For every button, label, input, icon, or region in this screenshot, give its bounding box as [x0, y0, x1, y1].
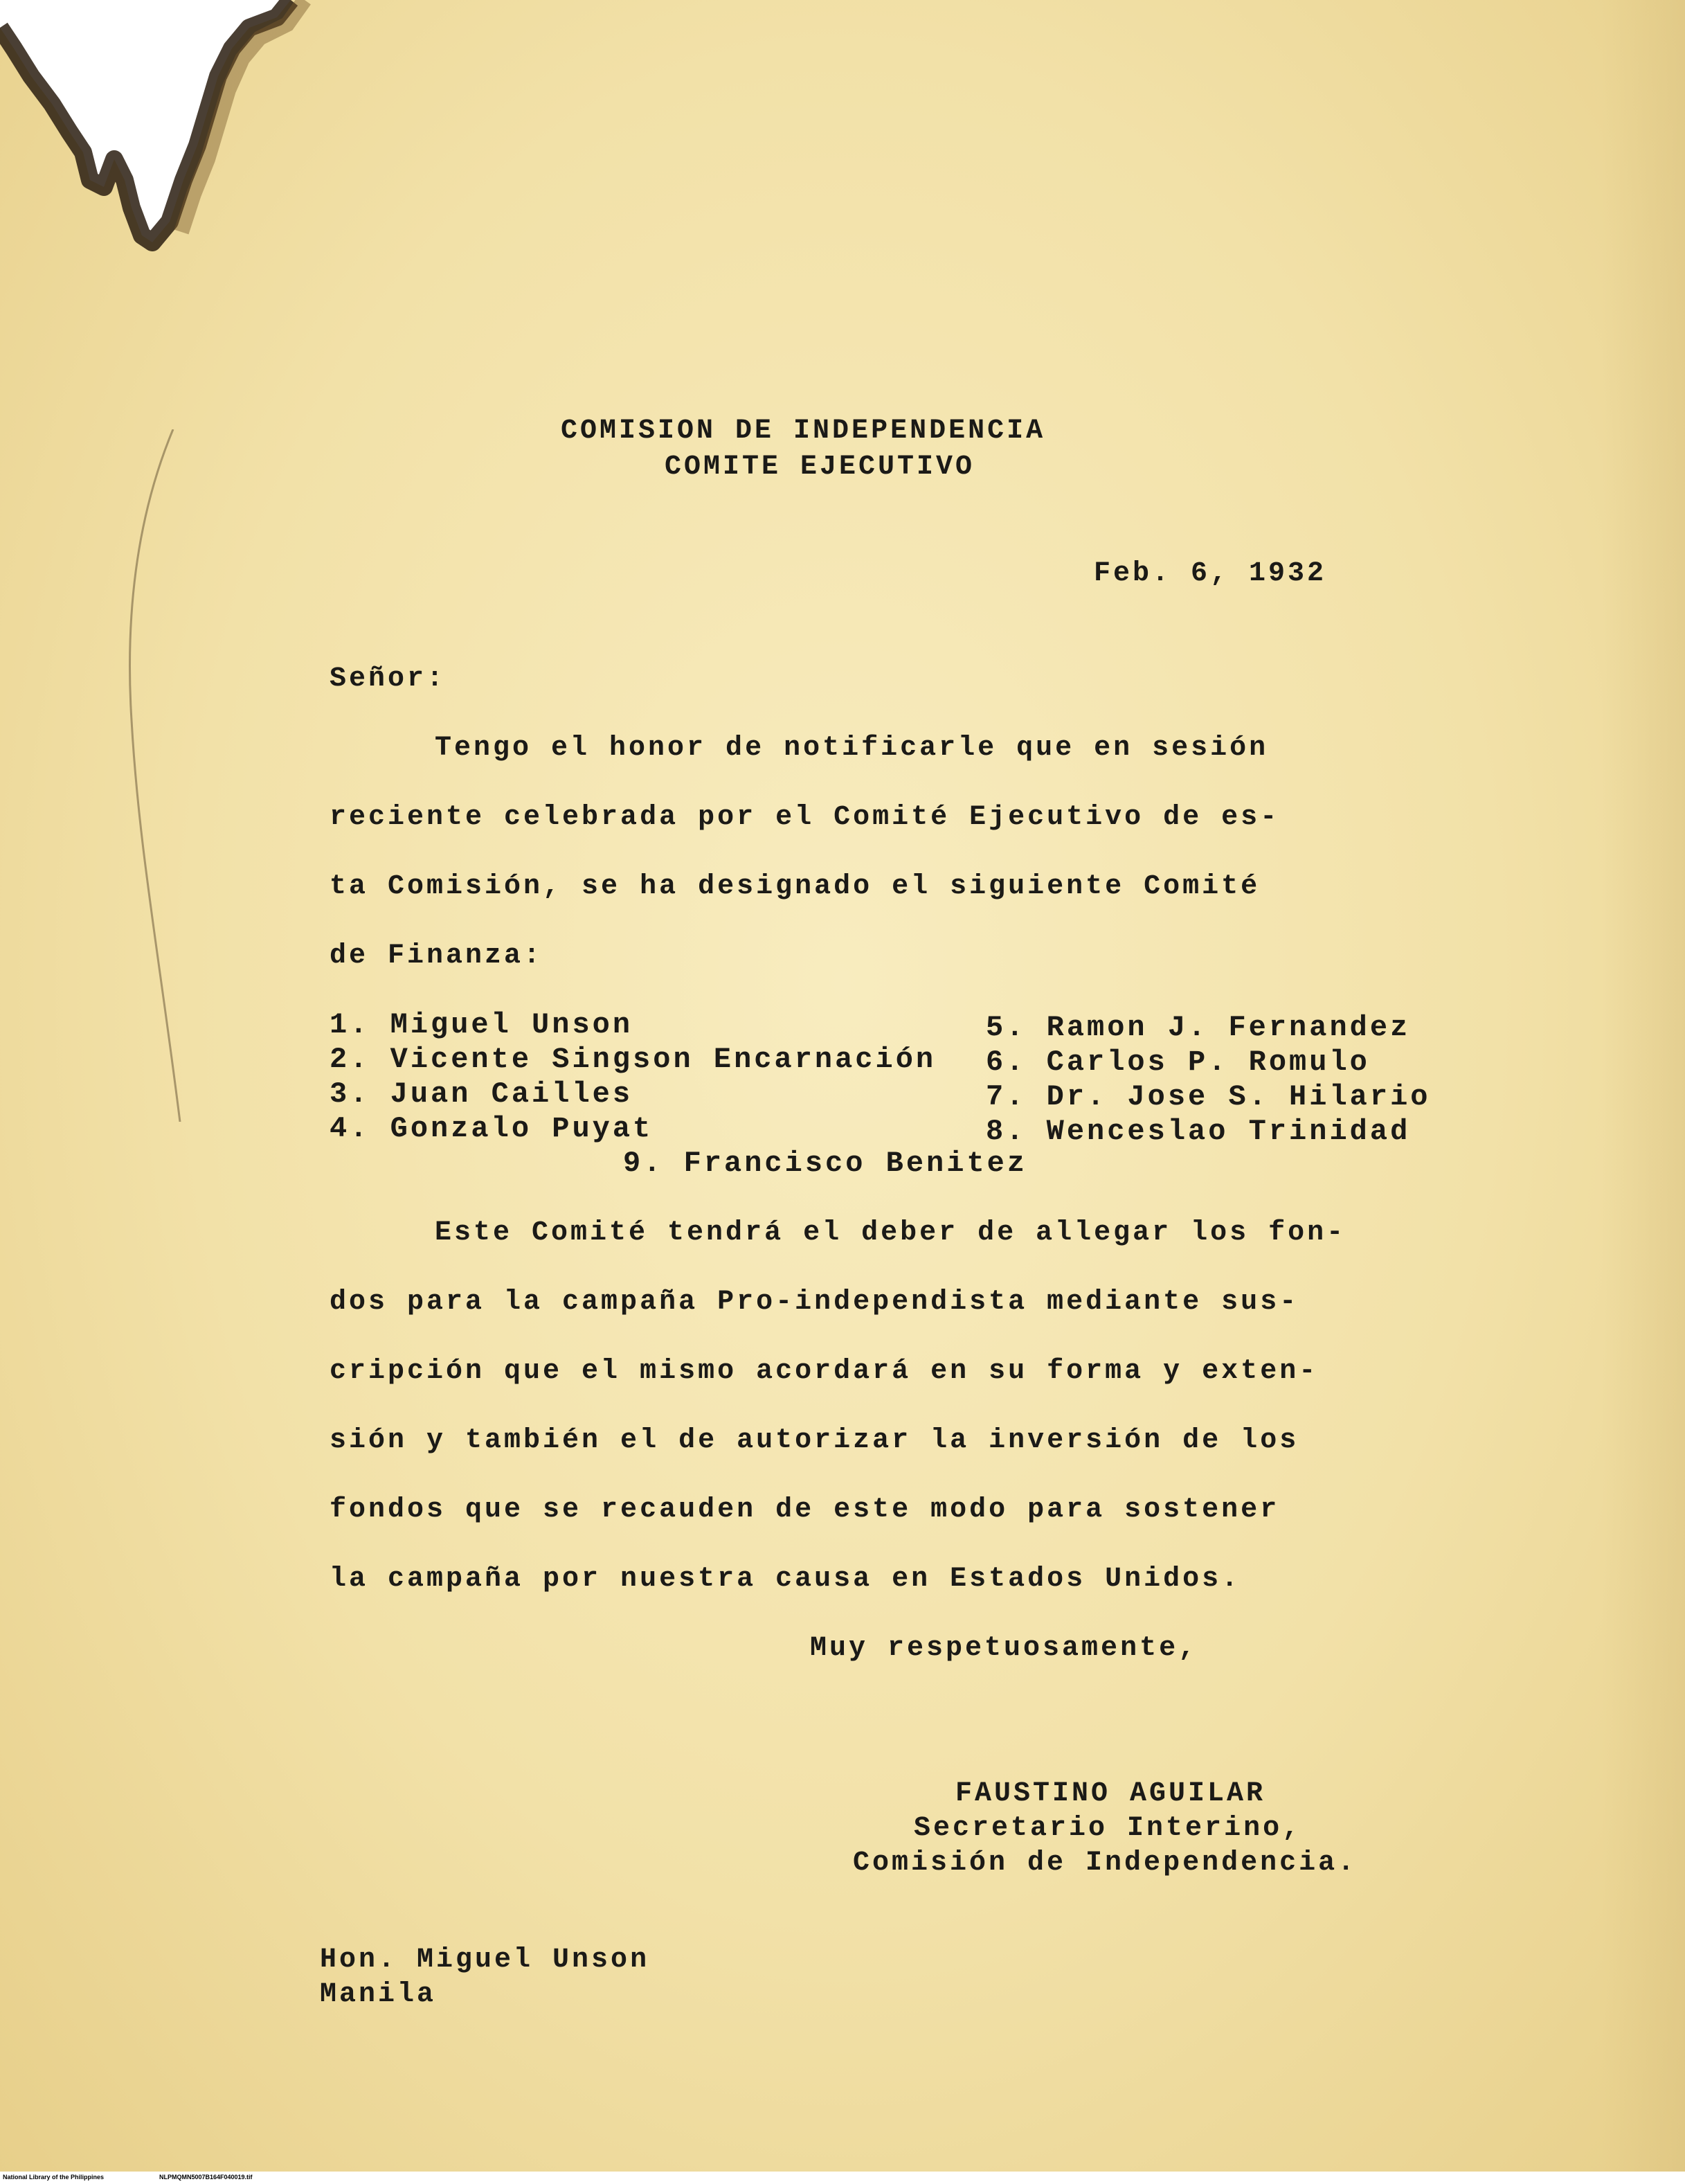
paragraph-2-line-2: dos para la campaña Pro-independista mediante sus- [330, 1287, 1299, 1318]
archive-file-id: NLPMQMN5007B164F040019.tif [159, 2174, 253, 2181]
paragraph-2-line-4: sión y también el de autorizar la inversión de los [330, 1425, 1299, 1456]
paragraph-1-line-4: de Finanza: [330, 940, 543, 972]
paper-crease [97, 429, 208, 1122]
paragraph-2-line-3: cripción que el mismo acordará en su forma y exten- [330, 1356, 1319, 1387]
signature-title: Secretario Interino, [914, 1813, 1302, 1844]
letterhead-line-1: COMISION DE INDEPENDENCIA [561, 415, 1046, 447]
paragraph-1-line-2: reciente celebrada por el Comité Ejecutivo de es- [330, 802, 1280, 833]
archive-library: National Library of the Philippines [3, 2174, 105, 2181]
salutation: Señor: [330, 663, 447, 695]
member-7: 7. Dr. Jose S. Hilario [986, 1080, 1431, 1113]
paragraph-1-line-1: Tengo el honor de notificarle que en sesión [435, 733, 1269, 764]
addressee-name: Hon. Miguel Unson [320, 1944, 650, 1976]
signature-name: FAUSTINO AGUILAR [955, 1778, 1266, 1809]
paragraph-2-line-6: la campaña por nuestra causa en Estados Unidos. [330, 1564, 1241, 1595]
member-3: 3. Juan Cailles [330, 1077, 633, 1111]
paper-edge-stain [1602, 0, 1685, 2184]
member-9: 9. Francisco Benitez [623, 1147, 1028, 1180]
letter-date: Feb. 6, 1932 [1094, 558, 1327, 589]
paragraph-2-line-1: Este Comité tendrá el deber de allegar los fon- [435, 1217, 1346, 1248]
closing: Muy respetuosamente, [810, 1633, 1198, 1664]
member-8: 8. Wenceslao Trinidad [986, 1115, 1411, 1148]
member-1: 1. Miguel Unson [330, 1008, 633, 1041]
burn-mark [0, 0, 318, 263]
signature-organization: Comisión de Independencia. [853, 1847, 1358, 1879]
member-4: 4. Gonzalo Puyat [330, 1112, 654, 1145]
paragraph-2-line-5: fondos que se recauden de este modo para sostener [330, 1494, 1280, 1525]
member-6: 6. Carlos P. Romulo [986, 1046, 1370, 1079]
archive-footer [0, 2172, 1685, 2184]
addressee-city: Manila [320, 1979, 437, 2010]
member-2: 2. Vicente Singson Encarnación [330, 1043, 937, 1076]
paragraph-1-line-3: ta Comisión, se ha designado el siguiente Comité [330, 871, 1261, 902]
letterhead-line-2: COMITE EJECUTIVO [665, 451, 975, 483]
member-5: 5. Ramon J. Fernandez [986, 1011, 1411, 1044]
